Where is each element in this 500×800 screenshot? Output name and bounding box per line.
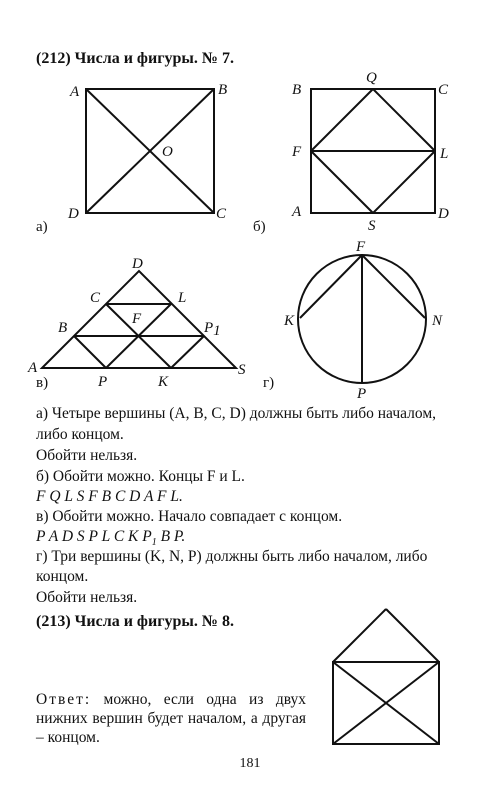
- text-v-line1: в) Обойти можно. Начало совпадает с концом.: [36, 508, 343, 525]
- figure-g: [263, 239, 443, 402]
- marker-v: в): [36, 375, 49, 391]
- label-b2: B: [292, 82, 302, 98]
- marker-b: б): [253, 219, 266, 235]
- figure-v: [27, 256, 246, 391]
- line-p1k: [171, 336, 204, 368]
- segment-ls: [373, 151, 435, 213]
- label-p1: P1: [204, 320, 221, 339]
- label-s3: S: [238, 362, 246, 378]
- roof-right: [386, 609, 439, 662]
- label-s: S: [368, 218, 376, 234]
- answer-body: можно, если одна из двух нижних вершин будет началом, а другая – концом.: [36, 691, 306, 746]
- label-d: D: [68, 206, 79, 222]
- text-a-line2: либо концом.: [36, 426, 124, 443]
- label-p4: P: [357, 386, 367, 402]
- page-number: 181: [239, 756, 261, 771]
- segment-sf: [311, 151, 373, 213]
- label-a: A: [70, 84, 80, 100]
- figure-213: [333, 609, 439, 744]
- segment-fk: [300, 255, 362, 318]
- segment-fn: [362, 255, 425, 318]
- label-k: K: [158, 374, 169, 390]
- label-f3: F: [132, 311, 142, 327]
- label-c2: C: [438, 82, 449, 98]
- label-n4: N: [432, 313, 443, 329]
- heading-212: (212) Числа и фигуры. № 7.: [36, 50, 234, 67]
- label-d2: D: [438, 206, 449, 222]
- label-c: C: [216, 206, 227, 222]
- text-g-line1: г) Три вершины (K, N, P) должны быть либо началом, либо: [36, 548, 428, 565]
- answer-text: [36, 690, 306, 747]
- line-bp: [74, 336, 106, 368]
- text-g-line2: концом.: [36, 568, 89, 585]
- segment-ql: [373, 89, 435, 151]
- label-k4: K: [284, 313, 295, 329]
- text-g-line3: Обойти нельзя.: [36, 589, 138, 606]
- text-a-line3: Обойти нельзя.: [36, 447, 138, 464]
- figure-a: [36, 82, 227, 235]
- label-l: L: [440, 146, 449, 162]
- label-f: F: [292, 144, 302, 160]
- text-b-line1: б) Обойти можно. Концы F и L.: [36, 468, 245, 485]
- text-a-line1: а) Четыре вершины (A, B, C, D) должны быть либо началом,: [36, 405, 437, 422]
- marker-g: г): [263, 375, 275, 391]
- label-c3: C: [90, 290, 101, 306]
- roof-left: [333, 609, 386, 662]
- label-d3: D: [132, 256, 143, 272]
- label-f4: F: [356, 239, 366, 255]
- figure-b: [253, 70, 449, 235]
- label-a3: A: [28, 360, 38, 376]
- marker-a: а): [36, 219, 48, 235]
- label-q: Q: [366, 70, 377, 86]
- answer-tag: Ответ:: [36, 691, 92, 708]
- label-a2: A: [292, 204, 302, 220]
- label-b3: B: [58, 320, 68, 336]
- label-o: O: [162, 144, 173, 160]
- label-b: B: [218, 82, 228, 98]
- label-l3: L: [178, 290, 187, 306]
- heading-213: (213) Числа и фигуры. № 8.: [36, 613, 234, 630]
- text-b-line2: F Q L S F B C D A F L.: [36, 488, 183, 505]
- text-v-line2: P A D S P L C K $P_1$ B P.: [36, 528, 186, 549]
- label-p: P: [98, 374, 108, 390]
- segment-fq: [311, 89, 373, 151]
